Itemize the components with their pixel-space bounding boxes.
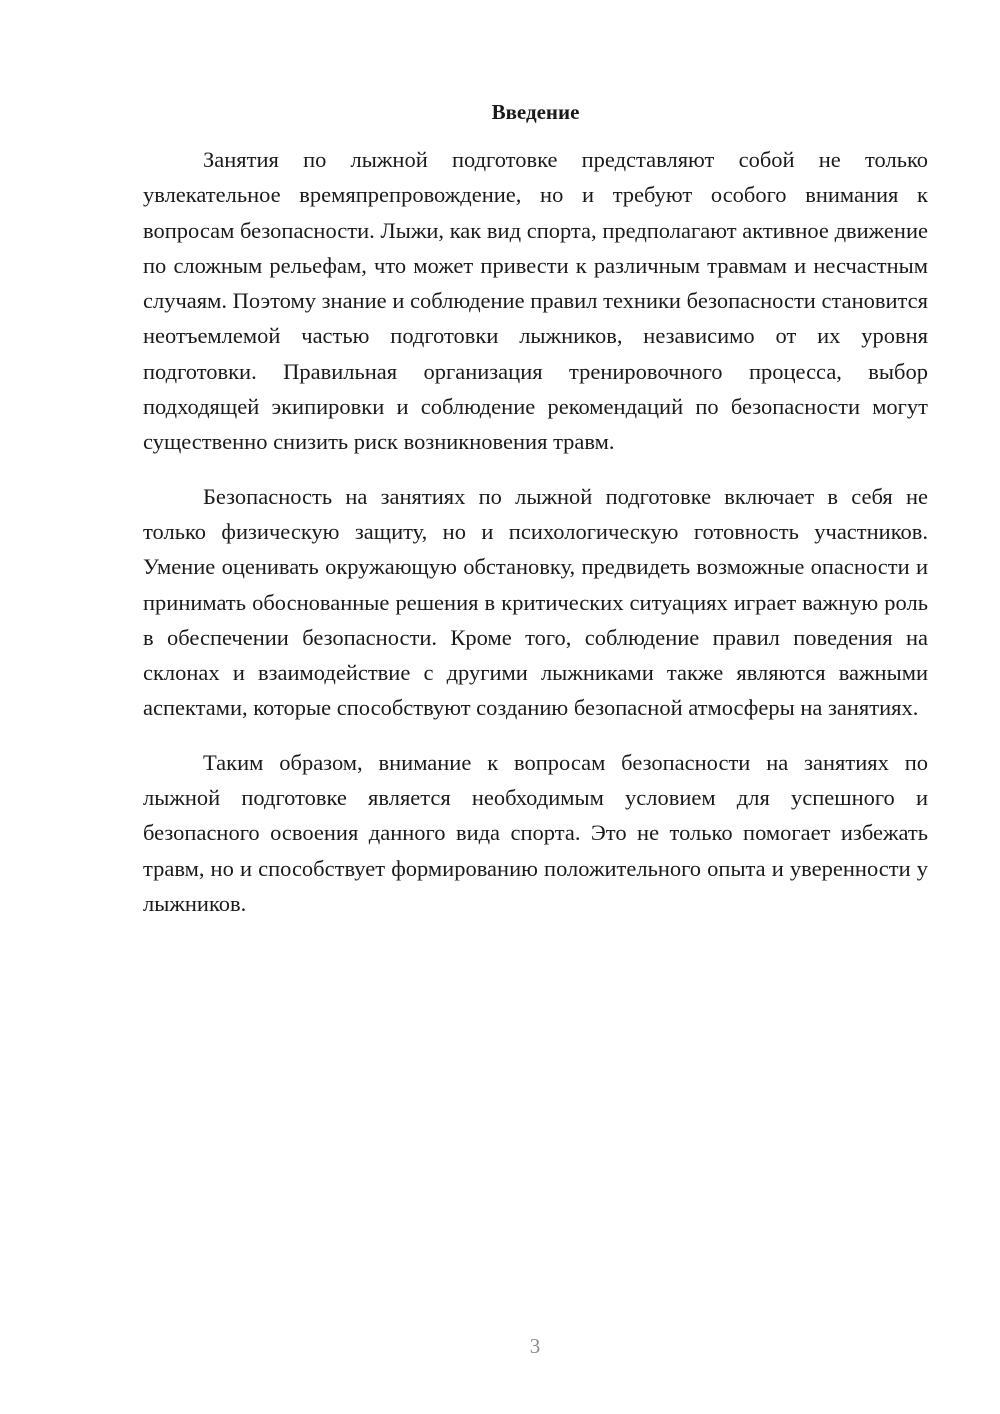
section-heading: Введение: [491, 100, 580, 124]
paragraph-1: Занятия по лыжной подготовке представляют собой не только увлекательное времяпрепровождение, но и требуют особого внимания к вопросам безопасности. Лыжи, как вид спорта, предполагают активное движение по сложным рельефам, что может привести к различным травмам и несчастным случаям. Поэтому знание и соблюдение правил техники безопасности становится неотъемлемой частью подготовки лыжников, независимо от их уровня подготовки. Правильная организация тренировочного процесса, выбор подходящей экипировки и соблюдение рекомендаций по безопасности могут существенно снизить риск возникновения травм.: [143, 147, 928, 455]
paragraph-3: Таким образом, внимание к вопросам безопасности на занятиях по лыжной подготовке является необходимым условием для успешного и безопасного освоения данного вида спорта. Это не только помогает избежать травм, но и способствует формированию положительного опыта и уверенности у лыжников.: [143, 749, 928, 916]
paragraph-2: Безопасность на занятиях по лыжной подготовке включает в себя не только физическую защиту, но и психологическую готовность участников. Умение оценивать окружающую обстановку, предвидеть возможные опасности и принимать обоснованные решения в критических ситуациях играет важную роль в обеспечении безопасности. Кроме того, соблюдение правил поведения на склонах и взаимодействие с другими лыжниками также являются важными аспектами, которые способствуют созданию безопасной атмосферы на занятиях.: [143, 483, 928, 721]
body-text: [143, 142, 928, 940]
page-number: 3: [529, 1334, 541, 1358]
